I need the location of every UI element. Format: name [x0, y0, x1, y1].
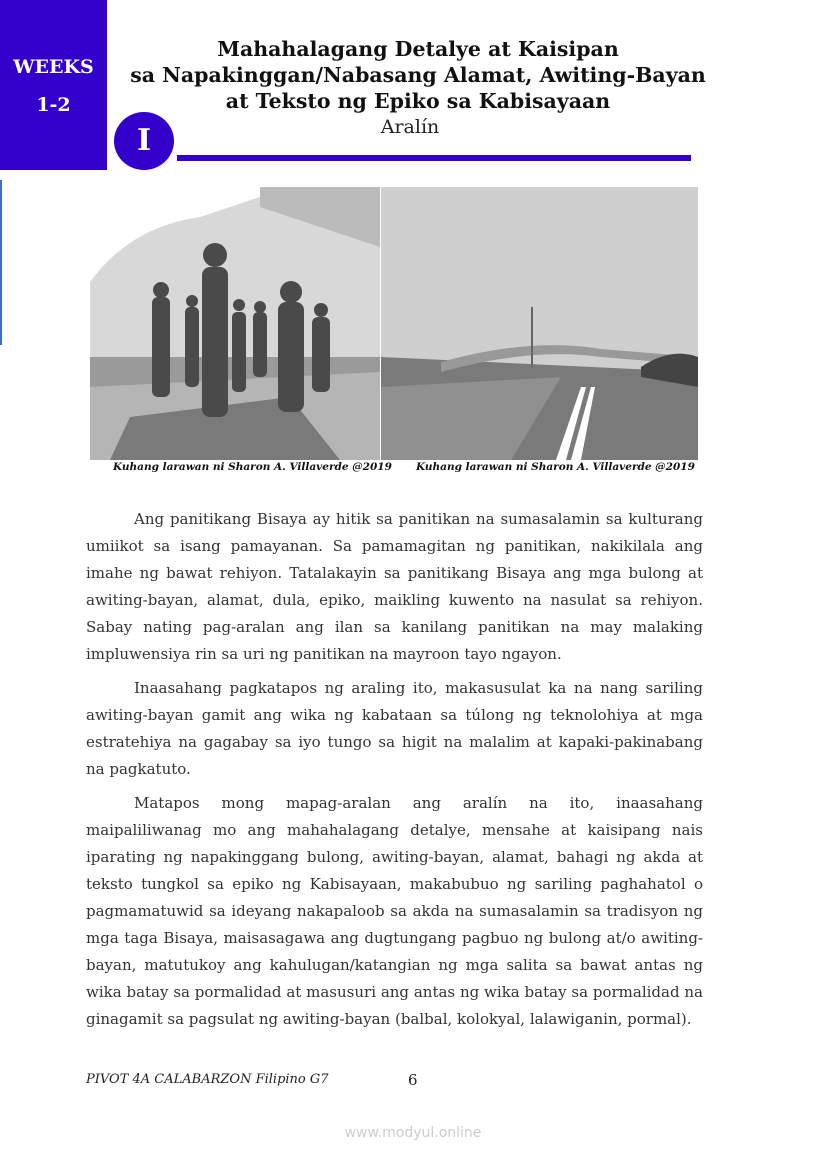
title-line: sa Napakinggan/Nabasang Alamat, Awiting-Bayan: [130, 63, 706, 87]
watermark: www.modyul.online: [344, 1125, 482, 1141]
paragraph: Matapos mong mapag-aralan ang aralín na ito, inaasahang maipaliliwanag mo ang mahahalagang detalye, mensahe at kaisipang nais iparating ng napakinggang bulong, awiting-bayan, alamat, bahagi ng akda at teksto tungkol sa epiko ng Kabisayaan, makabubuo ng sariling paghahatol o pagmamatuwid sa ideyang nakapaloob sa akda na sumasalamin sa tradisyon ng mga taga Bisaya, maisasagawa ang dugtungang pagbuo ng bulong at/o awiting-bayan, matutukoy ang kahulugan/katangian ng mga salita sa bawat antas ng wika batay sa pormalidad at masusuri ang antas ng wika batay sa pormalidad na ginagamit sa pagsulat ng awiting-bayan (balbal, kolokyal, lalawiganin, pormal).: [86, 794, 703, 1028]
weeks-label: WEEKS: [13, 56, 94, 78]
section-name: Aralín: [380, 116, 440, 138]
photo-caption: Kuhang larawan ni Sharon A. Villaverde @2019: [416, 461, 695, 473]
bridge-road-photo: [381, 187, 698, 460]
weeks-range: 1-2: [36, 94, 71, 116]
body-text: [86, 506, 703, 1040]
edge-line: [0, 180, 2, 345]
footer-label: PIVOT 4A CALABARZON Filipino G7: [86, 1072, 329, 1087]
page-title: [118, 36, 718, 114]
statues-photo: [90, 187, 380, 460]
paragraph: Ang panitikang Bisaya ay hitik sa panitikan na sumasalamin sa kulturang umiikot sa isang pamayanan. Sa pamamagitan ng panitikan, nakikilala ang imahe ng bawat rehiyon. Tatalakayin sa panitikang Bisaya ang mga bulong at awiting-bayan, alamat, dula, epiko, maikling kuwento na nasulat sa rehiyon. Sabay nating pag-aralan ang ilan sa kanilang panitikan na may malaking impluwensiya rin sa uri ng panitikan na mayroon tayo ngayon.: [86, 510, 703, 663]
section-letter-badge: I: [114, 112, 174, 170]
paragraph: Inaasahang pagkatapos ng araling ito, makasusulat ka na nang sariling awiting-bayan gamit ang wika ng kabataan sa túlong ng teknolohiya at mga estratehiya na gagabay sa iyo tungo sa higit na malalim at kapaki-pakinabang na pagkatuto.: [86, 679, 703, 778]
title-line: at Teksto ng Epiko sa Kabisayaan: [225, 89, 611, 113]
weeks-badge: [0, 0, 107, 170]
title-line: Mahahalagang Detalye at Kaisipan: [217, 37, 619, 61]
section-divider: [177, 155, 691, 161]
photo-caption: Kuhang larawan ni Sharon A. Villaverde @2019: [113, 461, 392, 473]
page-number: 6: [408, 1071, 418, 1089]
